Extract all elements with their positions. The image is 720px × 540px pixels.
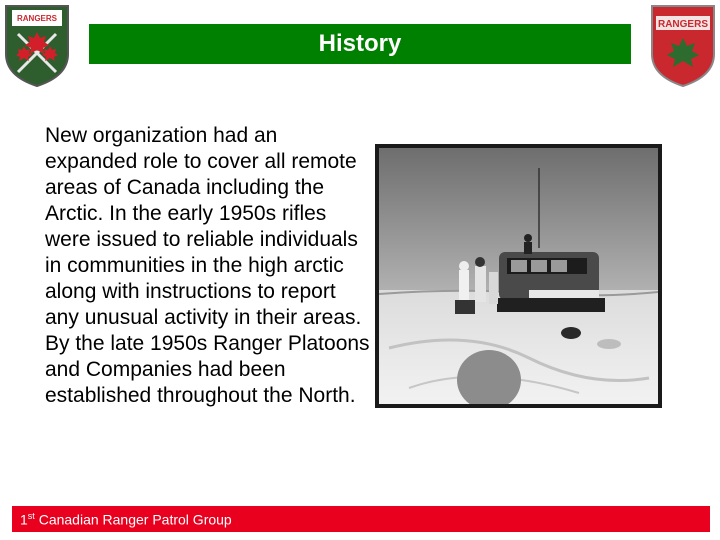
arctic-snow-vehicle-photo [379,148,658,404]
right-logo-text: RANGERS [657,19,709,30]
footer-text [12,511,232,528]
left-logo [2,2,72,88]
rangers-crest-icon [2,2,72,88]
footer-ordinal-number: 1 [20,511,28,528]
body-paragraph: New organization had an expanded role to cover all remote areas of Canada including the Arctic. In the early 1950s rifles were issued to reliable individuals in communities in the high arctic along with instructions to report any unusual activity in their areas. By the late 1950s Ranger Platoons and Companies had been established throughout the North. [45,124,370,407]
left-logo-text: RANGERS [16,14,58,23]
footer-group-name: Canadian Ranger Patrol Group [34,511,232,528]
right-logo [648,2,718,88]
rangers-shield-icon [648,2,718,88]
footer-ordinal-suffix: st [27,510,35,521]
footer-bar [12,506,710,532]
title-bar [89,24,631,64]
photo-frame [375,144,662,408]
page-title: History [318,30,402,57]
